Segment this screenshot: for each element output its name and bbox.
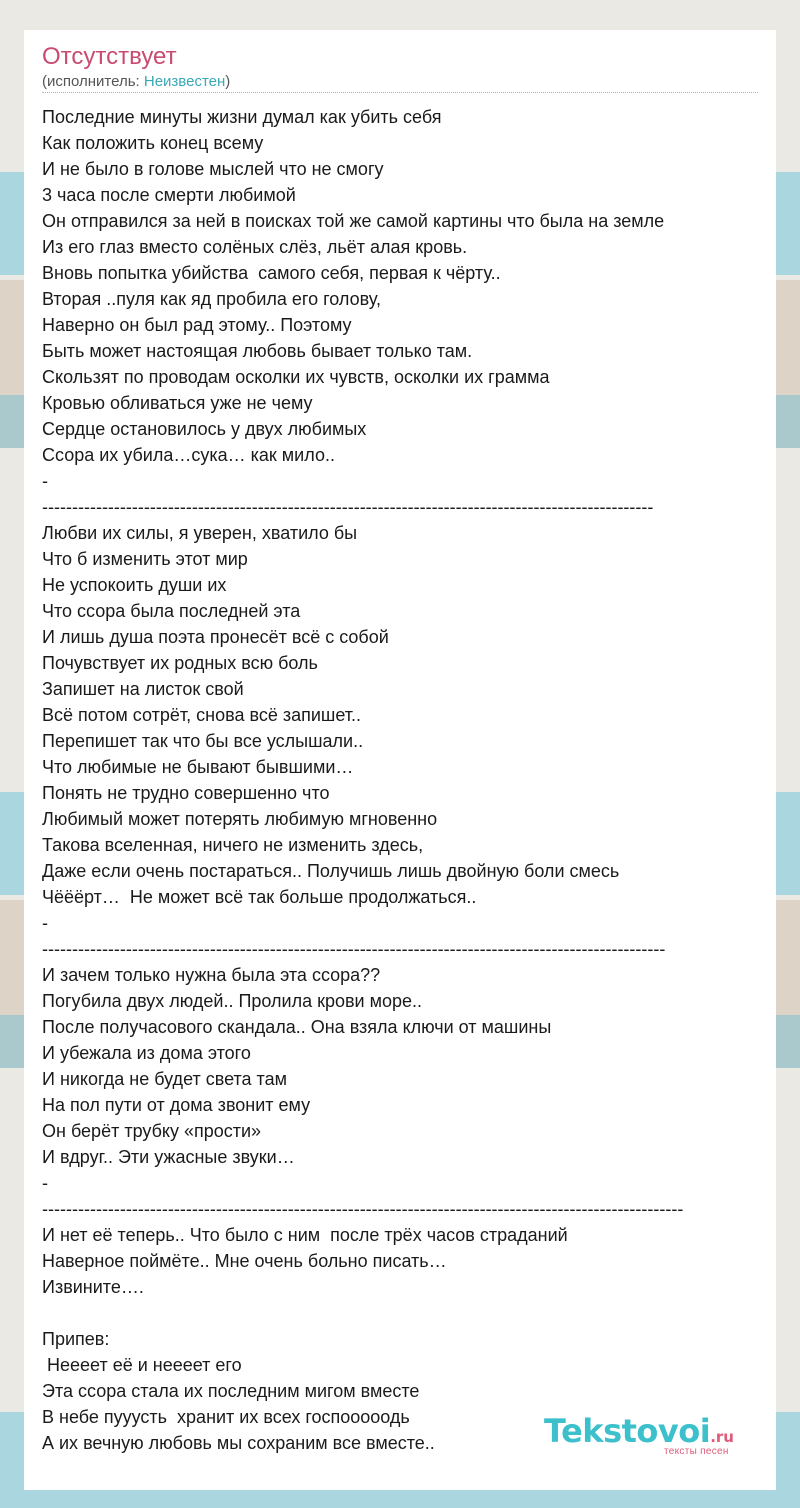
lyrics-line: Любви их силы, я уверен, хватило бы bbox=[42, 523, 358, 543]
lyrics-line: А их вечную любовь мы сохраним все вместе.. bbox=[42, 1433, 435, 1453]
artist-prefix: (исполнитель: bbox=[42, 73, 144, 90]
lyrics-line: Что ссора была последней эта bbox=[42, 601, 301, 621]
lyrics-line: 3 часа после смерти любимой bbox=[42, 185, 296, 205]
lyrics-line: Как положить конец всему bbox=[42, 133, 264, 153]
lyrics-line: ----------------------------------------------------------------------------------------------------------- bbox=[42, 1199, 684, 1219]
lyrics-line: В небе пууусть хранит их всех госпооооодь bbox=[42, 1407, 410, 1427]
lyrics-line: Чёёёрт… Не может всё так больше продолжаться.. bbox=[42, 887, 477, 907]
lyrics-line: Погубила двух людей.. Пролила крови море.. bbox=[42, 991, 423, 1011]
lyrics-line: Он берёт трубку «прости» bbox=[42, 1121, 262, 1141]
logo-tld: .ru bbox=[710, 1428, 734, 1446]
lyrics-line: И зачем только нужна была эта ссора?? bbox=[42, 965, 381, 985]
lyrics-line: И не было в голове мыслей что не смогу bbox=[42, 159, 384, 179]
lyrics-line: Эта ссора стала их последним мигом вместе bbox=[42, 1381, 420, 1401]
lyrics-line: Почувствует их родных всю боль bbox=[42, 653, 318, 673]
lyrics-line: Такова вселенная, ничего не изменить здесь, bbox=[42, 835, 424, 855]
lyrics-line: Последние минуты жизни думал как убить себя bbox=[42, 107, 442, 127]
lyrics-line: На пол пути от дома звонит ему bbox=[42, 1095, 311, 1115]
site-logo[interactable] bbox=[544, 1412, 734, 1457]
song-title: Отсутствует bbox=[42, 43, 177, 70]
lyrics-line: И нет её теперь.. Что было с ним после трёх часов страданий bbox=[42, 1225, 568, 1245]
lyrics-line: Неееет её и неееет его bbox=[42, 1355, 242, 1375]
lyrics-line: Быть может настоящая любовь бывает только там. bbox=[42, 341, 473, 361]
lyrics-line: Наверное поймёте.. Мне очень больно писать… bbox=[42, 1251, 447, 1271]
lyrics-line: Припев: bbox=[42, 1329, 110, 1349]
lyrics-line: После получасового скандала.. Она взяла ключи от машины bbox=[42, 1017, 552, 1037]
lyrics-line: Запишет на листок свой bbox=[42, 679, 244, 699]
lyrics-line: Любимый может потерять любимую мгновенно bbox=[42, 809, 438, 829]
lyrics-line: И никогда не будет света там bbox=[42, 1069, 287, 1089]
lyrics-line: Даже если очень постараться.. Получишь лишь двойную боли смесь bbox=[42, 861, 620, 881]
lyrics-line: Кровью обливаться уже не чему bbox=[42, 393, 313, 413]
lyrics-line: Сердце остановилось у двух любимых bbox=[42, 419, 367, 439]
lyrics-line: Перепишет так что бы все услышали.. bbox=[42, 731, 364, 751]
header-divider bbox=[42, 92, 758, 93]
lyrics-line: Что б изменить этот мир bbox=[42, 549, 248, 569]
lyrics-line: Что любимые не бывают бывшими… bbox=[42, 757, 354, 777]
lyrics-line: -------------------------------------------------------------------------------------------------------- bbox=[42, 939, 666, 959]
logo-tagline: тексты песен bbox=[664, 1446, 729, 1457]
lyrics-line: Скользят по проводам осколки их чувств, осколки их грамма bbox=[42, 367, 550, 387]
lyrics-text bbox=[42, 104, 772, 1456]
lyrics-line: - bbox=[42, 471, 48, 491]
lyrics-line: ------------------------------------------------------------------------------------------------------ bbox=[42, 497, 654, 517]
lyrics-line: И убежала из дома этого bbox=[42, 1043, 251, 1063]
logo-wordmark: Tekstovoi bbox=[544, 1412, 711, 1450]
lyrics-line: Извините…. bbox=[42, 1277, 144, 1297]
lyrics-line: Он отправился за ней в поисках той же самой картины что была на земле bbox=[42, 211, 665, 231]
lyrics-line: И вдруг.. Эти ужасные звуки… bbox=[42, 1147, 295, 1167]
lyrics-line: Понять не трудно совершенно что bbox=[42, 783, 330, 803]
lyrics-line: - bbox=[42, 1173, 48, 1193]
artist-suffix: ) bbox=[225, 73, 231, 90]
lyrics-line: Наверно он был рад этому.. Поэтому bbox=[42, 315, 352, 335]
lyrics-line bbox=[42, 1300, 772, 1326]
lyrics-line: Ссора их убила…сука… как мило.. bbox=[42, 445, 335, 465]
artist-link[interactable]: Неизвестен bbox=[143, 73, 226, 90]
lyrics-line: Всё потом сотрёт, снова всё запишет.. bbox=[42, 705, 362, 725]
lyrics-line: Не успокоить души их bbox=[42, 575, 227, 595]
lyrics-line: - bbox=[42, 913, 48, 933]
lyrics-line: Вновь попытка убийства самого себя, первая к чёрту.. bbox=[42, 263, 501, 283]
artist-line bbox=[42, 72, 758, 92]
lyrics-line: И лишь душа поэта пронесёт всё с собой bbox=[42, 627, 389, 647]
lyrics-line: Вторая ..пуля как яд пробила его голову, bbox=[42, 289, 381, 309]
lyrics-line: Из его глаз вместо солёных слёз, льёт алая кровь. bbox=[42, 237, 468, 257]
song-header bbox=[42, 42, 758, 92]
lyrics-card bbox=[24, 30, 776, 1490]
